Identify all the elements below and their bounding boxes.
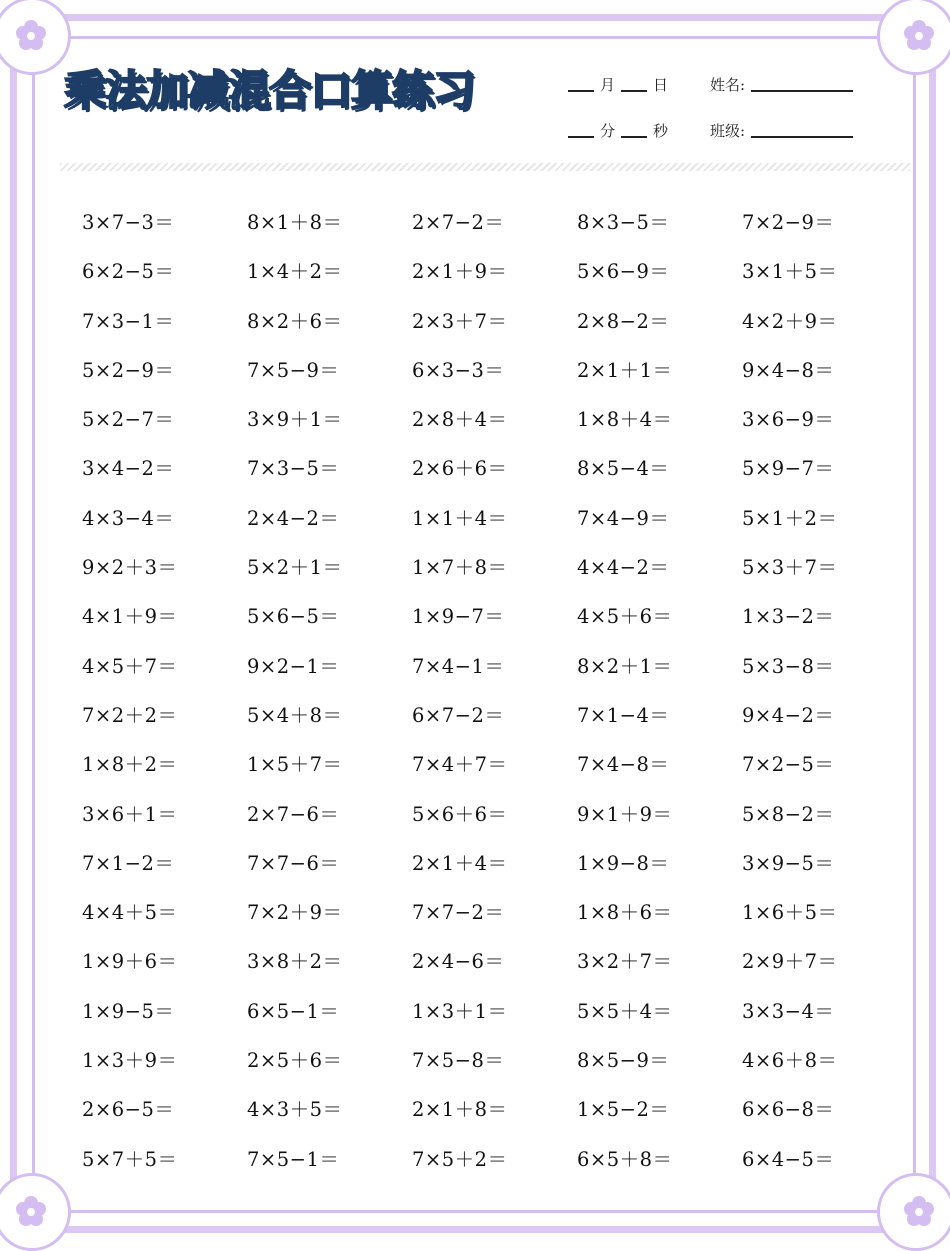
problem-item: 8×2＋6＝ — [247, 309, 343, 333]
problem-item: 5×6＋6＝ — [412, 802, 508, 826]
problem-item: 2×1＋8＝ — [412, 1098, 508, 1122]
problem-item: 5×3＋7＝ — [742, 556, 838, 580]
problem-item: 8×1＋8＝ — [247, 211, 343, 234]
problem-item: 7×2−5＝ — [742, 753, 835, 777]
problem-item: 1×9−7＝ — [412, 605, 505, 629]
day-label: 日 — [653, 76, 669, 94]
second-label: 秒 — [653, 122, 669, 140]
problem-item: 1×7＋8＝ — [412, 556, 508, 580]
problem-item: 7×4−1＝ — [412, 654, 505, 678]
problem-item: 4×3−4＝ — [82, 506, 175, 530]
problem-item: 3×8＋2＝ — [247, 950, 343, 974]
problem-item: 7×5−8＝ — [412, 1049, 505, 1073]
problem-item: 8×3−5＝ — [577, 211, 670, 234]
problem-item: 7×5−1＝ — [247, 1147, 340, 1171]
problem-item: 2×3＋7＝ — [412, 309, 508, 333]
problem-item: 1×6＋5＝ — [742, 901, 838, 925]
problem-item: 3×6−9＝ — [742, 408, 835, 432]
problem-item: 5×2−7＝ — [82, 408, 175, 432]
problem-item: 1×3＋9＝ — [82, 1049, 178, 1073]
problem-item: 2×7−6＝ — [247, 802, 340, 826]
problem-item: 5×3−8＝ — [742, 654, 835, 678]
problem-item: 1×8＋4＝ — [577, 408, 673, 432]
problem-item: 7×7−2＝ — [412, 901, 505, 925]
problem-item: 2×8＋4＝ — [412, 408, 508, 432]
problem-item: 7×7−6＝ — [247, 851, 340, 875]
problem-item: 7×3−5＝ — [247, 457, 340, 481]
problem-item: 5×4＋8＝ — [247, 703, 343, 727]
class-label: 班级: — [710, 122, 746, 140]
problem-item: 1×1＋4＝ — [412, 506, 508, 530]
problem-item: 5×2＋1＝ — [247, 556, 343, 580]
problem-item: 8×2＋1＝ — [577, 654, 673, 678]
problem-grid — [82, 198, 912, 1184]
problem-item: 3×7−3＝ — [82, 211, 175, 234]
problem-item: 6×4−5＝ — [742, 1147, 835, 1171]
problem-item: 7×2＋9＝ — [247, 901, 343, 925]
problem-item: 5×6−5＝ — [247, 605, 340, 629]
problem-item: 3×6＋1＝ — [82, 802, 178, 826]
problem-item: 5×5＋4＝ — [577, 999, 673, 1023]
name-field[interactable] — [751, 78, 853, 92]
problem-item: 7×4−9＝ — [577, 506, 670, 530]
problem-item: 7×4＋7＝ — [412, 753, 508, 777]
problem-item: 1×4＋2＝ — [247, 260, 343, 284]
problem-item: 5×8−2＝ — [742, 802, 835, 826]
problem-item: 5×6−9＝ — [577, 260, 670, 284]
problem-item: 2×4−6＝ — [412, 950, 505, 974]
flower-icon — [14, 1194, 48, 1228]
problem-item: 4×5＋7＝ — [82, 654, 178, 678]
minute-label: 分 — [600, 122, 616, 140]
problem-item: 3×9−5＝ — [742, 851, 835, 875]
problem-item: 6×5＋8＝ — [577, 1147, 673, 1171]
problem-item: 2×1＋1＝ — [577, 358, 673, 382]
flower-icon — [902, 1194, 936, 1228]
problem-item: 7×4−8＝ — [577, 753, 670, 777]
time-row — [568, 120, 674, 141]
problem-item: 1×5−2＝ — [577, 1098, 670, 1122]
problem-item: 1×9−8＝ — [577, 851, 670, 875]
problem-item: 4×5＋6＝ — [577, 605, 673, 629]
problem-item: 2×9＋7＝ — [742, 950, 838, 974]
date-row — [568, 74, 674, 95]
problem-item: 7×1−4＝ — [577, 703, 670, 727]
name-row — [710, 74, 853, 95]
problem-item: 2×4−2＝ — [247, 506, 340, 530]
name-label: 姓名: — [710, 76, 746, 94]
problem-item: 3×3−4＝ — [742, 999, 835, 1023]
flower-icon — [902, 18, 936, 52]
problem-item: 2×1＋9＝ — [412, 260, 508, 284]
problem-item: 4×1＋9＝ — [82, 605, 178, 629]
problem-item: 6×5−1＝ — [247, 999, 340, 1023]
problem-item: 6×3−3＝ — [412, 358, 505, 382]
problem-item: 9×2−1＝ — [247, 654, 340, 678]
problem-item: 1×8＋6＝ — [577, 901, 673, 925]
problem-item: 7×5−9＝ — [247, 358, 340, 382]
problem-item: 6×7−2＝ — [412, 703, 505, 727]
problem-item: 1×9＋6＝ — [82, 950, 178, 974]
problem-item: 2×5＋6＝ — [247, 1049, 343, 1073]
problem-item: 2×1＋4＝ — [412, 851, 508, 875]
class-field[interactable] — [751, 124, 853, 138]
problem-item: 9×4−8＝ — [742, 358, 835, 382]
problem-item: 5×2−9＝ — [82, 358, 175, 382]
problem-item: 8×5−4＝ — [577, 457, 670, 481]
problem-item: 4×4＋5＝ — [82, 901, 178, 925]
problem-item: 7×1−2＝ — [82, 851, 175, 875]
problem-item: 4×3＋5＝ — [247, 1098, 343, 1122]
problem-item: 5×1＋2＝ — [742, 506, 838, 530]
problem-item: 6×2−5＝ — [82, 260, 175, 284]
problem-item: 7×5＋2＝ — [412, 1147, 508, 1171]
problem-item: 4×6＋8＝ — [742, 1049, 838, 1073]
problem-item: 9×2＋3＝ — [82, 556, 178, 580]
day-blank[interactable] — [621, 78, 647, 92]
problem-item: 4×2＋9＝ — [742, 309, 838, 333]
problem-item: 3×2＋7＝ — [577, 950, 673, 974]
second-blank[interactable] — [621, 124, 647, 138]
header-divider — [60, 163, 910, 171]
problem-item: 2×6−5＝ — [82, 1098, 175, 1122]
problem-item: 1×5＋7＝ — [247, 753, 343, 777]
problem-item: 8×5−9＝ — [577, 1049, 670, 1073]
problem-item: 4×4−2＝ — [577, 556, 670, 580]
class-row — [710, 120, 853, 141]
month-label: 月 — [600, 76, 616, 94]
problem-item: 1×3＋1＝ — [412, 999, 508, 1023]
problem-item: 3×9＋1＝ — [247, 408, 343, 432]
problem-item: 5×9−7＝ — [742, 457, 835, 481]
month-blank[interactable] — [568, 78, 594, 92]
problem-item: 2×8−2＝ — [577, 309, 670, 333]
problem-item: 1×8＋2＝ — [82, 753, 178, 777]
problem-item: 9×1＋9＝ — [577, 802, 673, 826]
problem-item: 7×3−1＝ — [82, 309, 175, 333]
problem-item: 5×7＋5＝ — [82, 1147, 178, 1171]
problem-item: 3×4−2＝ — [82, 457, 175, 481]
problem-item: 1×9−5＝ — [82, 999, 175, 1023]
problem-item: 6×6−8＝ — [742, 1098, 835, 1122]
worksheet-title: 乘法加减混合口算练习 — [64, 66, 475, 115]
problem-item: 7×2＋2＝ — [82, 703, 178, 727]
problem-item: 1×3−2＝ — [742, 605, 835, 629]
problem-item: 3×1＋5＝ — [742, 260, 838, 284]
problem-item: 7×2−9＝ — [742, 211, 835, 234]
minute-blank[interactable] — [568, 124, 594, 138]
problem-item: 2×6＋6＝ — [412, 457, 508, 481]
flower-icon — [14, 18, 48, 52]
problem-item: 2×7−2＝ — [412, 211, 505, 234]
problem-item: 9×4−2＝ — [742, 703, 835, 727]
